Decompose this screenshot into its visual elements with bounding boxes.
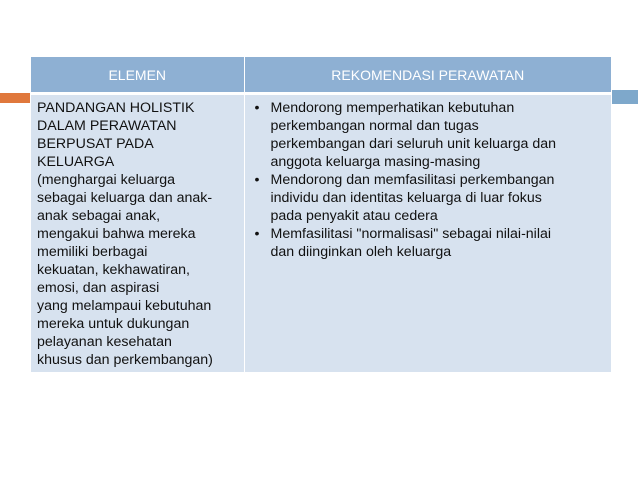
element-line: yang melampaui kebutuhan xyxy=(37,298,212,314)
recommendation-line: individu dan identitas keluarga di luar fokus xyxy=(270,190,542,206)
recommendation-line: anggota keluarga masing-masing xyxy=(270,154,481,170)
recommendation-table xyxy=(31,57,611,372)
recommendation-line: perkembangan normal dan tugas xyxy=(270,118,479,134)
recommendation-line: Memfasilitasi "normalisasi" sebagai nilai-nilai xyxy=(270,226,552,242)
recommendation-line: perkembangan dari seluruh unit keluarga dan xyxy=(270,136,557,152)
element-line: mereka untuk dukungan xyxy=(37,316,190,332)
element-line: khusus dan perkembangan) xyxy=(37,352,213,368)
recommendation-line: dan diinginkan oleh keluarga xyxy=(270,244,452,260)
element-line: kekuatan, kekhawatiran, xyxy=(37,262,191,278)
orange-accent-bar xyxy=(0,93,30,103)
blue-accent-bar xyxy=(612,90,638,104)
element-line: DALAM PERAWATAN xyxy=(37,118,177,134)
recommendation-line: pada penyakit atau cedera xyxy=(270,208,438,224)
element-line: (menghargai keluarga xyxy=(37,172,176,188)
list-item xyxy=(251,225,602,261)
recommendation-list xyxy=(251,99,602,261)
recommendation-cell xyxy=(244,94,611,373)
element-line: memiliki berbagai xyxy=(37,244,148,260)
element-line: PANDANGAN HOLISTIK xyxy=(37,100,195,116)
element-line: sebagai keluarga dan anak- xyxy=(37,190,213,206)
recommendation-line: Mendorong dan memfasilitasi perkembangan xyxy=(270,172,555,188)
recommendation-line: Mendorong memperhatikan kebutuhan xyxy=(270,100,515,116)
bullet-icon: • xyxy=(254,172,260,188)
element-line: emosi, dan aspirasi xyxy=(37,280,160,296)
header-row xyxy=(31,57,611,94)
bullet-icon: • xyxy=(254,100,260,116)
element-cell xyxy=(31,94,244,373)
element-line: anak sebagai anak, xyxy=(37,208,161,224)
header-elemen: ELEMEN xyxy=(31,57,244,94)
list-item xyxy=(251,171,602,225)
element-line: pelayanan kesehatan xyxy=(37,334,172,350)
bullet-icon: • xyxy=(254,226,260,242)
element-line: BERPUSAT PADA xyxy=(37,136,154,152)
element-line: mengakui bahwa mereka xyxy=(37,226,196,242)
list-item xyxy=(251,99,602,171)
header-rekomendasi: REKOMENDASI PERAWATAN xyxy=(244,57,611,94)
table-row xyxy=(31,94,611,373)
element-line: KELUARGA xyxy=(37,154,115,170)
table-container xyxy=(31,57,611,372)
